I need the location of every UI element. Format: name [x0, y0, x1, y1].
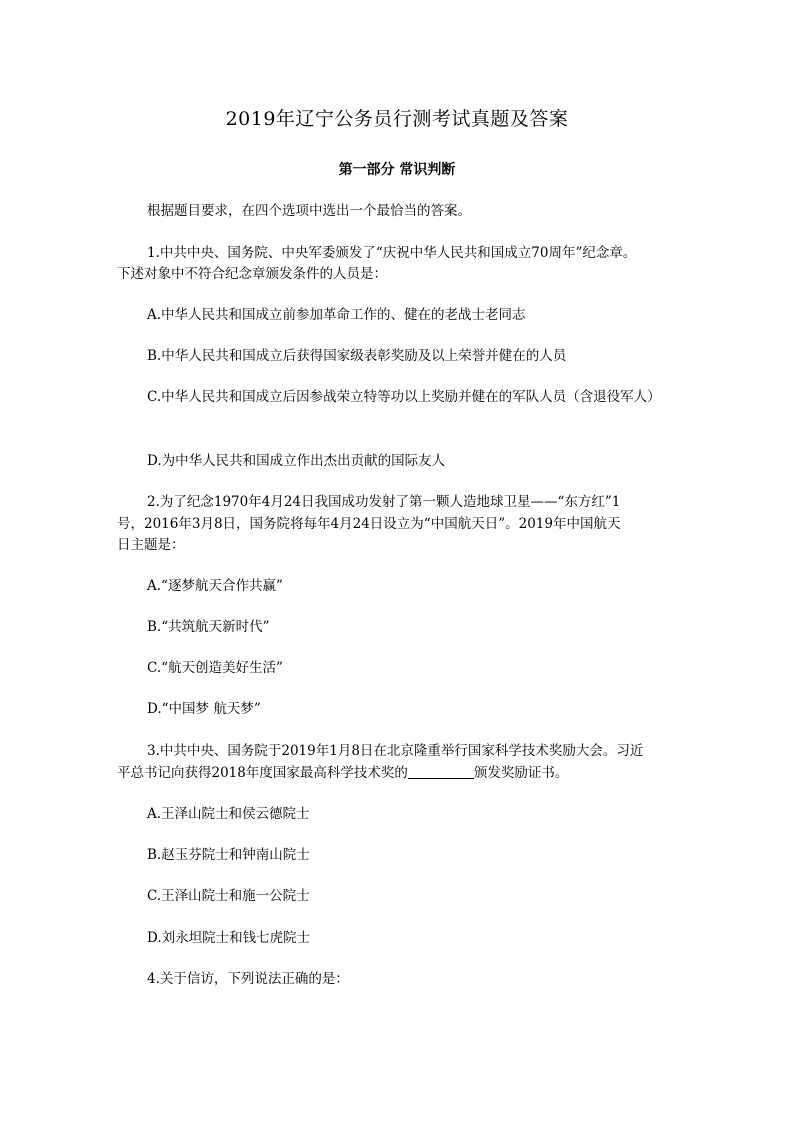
question-3-stem-text-end: 颁发奖励证书。	[473, 765, 569, 781]
question-2-stem-line-2: 号，2016年3月8日，国务院将每年4月24日设立为“中国航天日”。2019年中国航天	[117, 516, 621, 532]
question-3-option-b: B.赵玉芬院士和钟南山院士	[147, 847, 310, 863]
question-4-stem-line-1: 4.关于信访，下列说法正确的是：	[147, 971, 349, 987]
document-title: 2019年辽宁公务员行测考试真题及答案	[225, 108, 569, 130]
question-1-stem-line-2: 下述对象中不符合纪念章颁发条件的人员是：	[117, 266, 387, 282]
question-1-option-b: B.中华人民共和国成立后获得国家级表彰奖励及以上荣誉并健在的人员	[147, 348, 567, 364]
instruction-text: 根据题目要求，在四个选项中选出一个最恰当的答案。	[147, 203, 471, 219]
question-3-option-a: A.王泽山院士和侯云德院士	[147, 806, 310, 822]
answer-blank	[408, 764, 474, 779]
question-1-stem-line-1: 1.中共中央、国务院、中央军委颁发了“庆祝中华人民共和国成立70周年”纪念章。	[147, 245, 637, 261]
question-3-option-d: D.刘永坦院士和钱七虎院士	[147, 930, 311, 946]
question-2-option-c: C.“航天创造美好生活”	[147, 660, 283, 676]
question-1-option-a: A.中华人民共和国成立前参加革命工作的、健在的老战士老同志	[147, 307, 526, 323]
question-3-stem-text: 平总书记向获得2018年度国家最高科学技术奖的	[117, 765, 408, 781]
question-2-option-d: D.“中国梦 航天梦”	[147, 701, 261, 717]
question-3-stem-line-2	[117, 763, 568, 783]
question-1-option-d: D.为中华人民共和国成立作出杰出贡献的国际友人	[147, 453, 446, 469]
question-3-option-c: C.王泽山院士和施一公院士	[147, 888, 310, 904]
question-2-stem-line-3: 日主题是：	[117, 537, 185, 553]
question-2-stem-line-1: 2.为了纪念1970年4月24日我国成功发射了第一颗人造地球卫星——“东方红”1	[147, 494, 621, 510]
question-2-option-b: B.“共筑航天新时代”	[147, 619, 270, 635]
question-1-option-c: C.中华人民共和国成立后因参战荣立特等功以上奖励并健在的军队人员（含退役军人）	[147, 389, 661, 405]
question-2-option-a: A.“逐梦航天合作共赢”	[147, 578, 283, 594]
section-heading: 第一部分 常识判断	[338, 162, 456, 178]
question-3-stem-line-1: 3.中共中央、国务院于2019年1月8日在北京隆重举行国家科学技术奖励大会。习近	[147, 743, 644, 759]
